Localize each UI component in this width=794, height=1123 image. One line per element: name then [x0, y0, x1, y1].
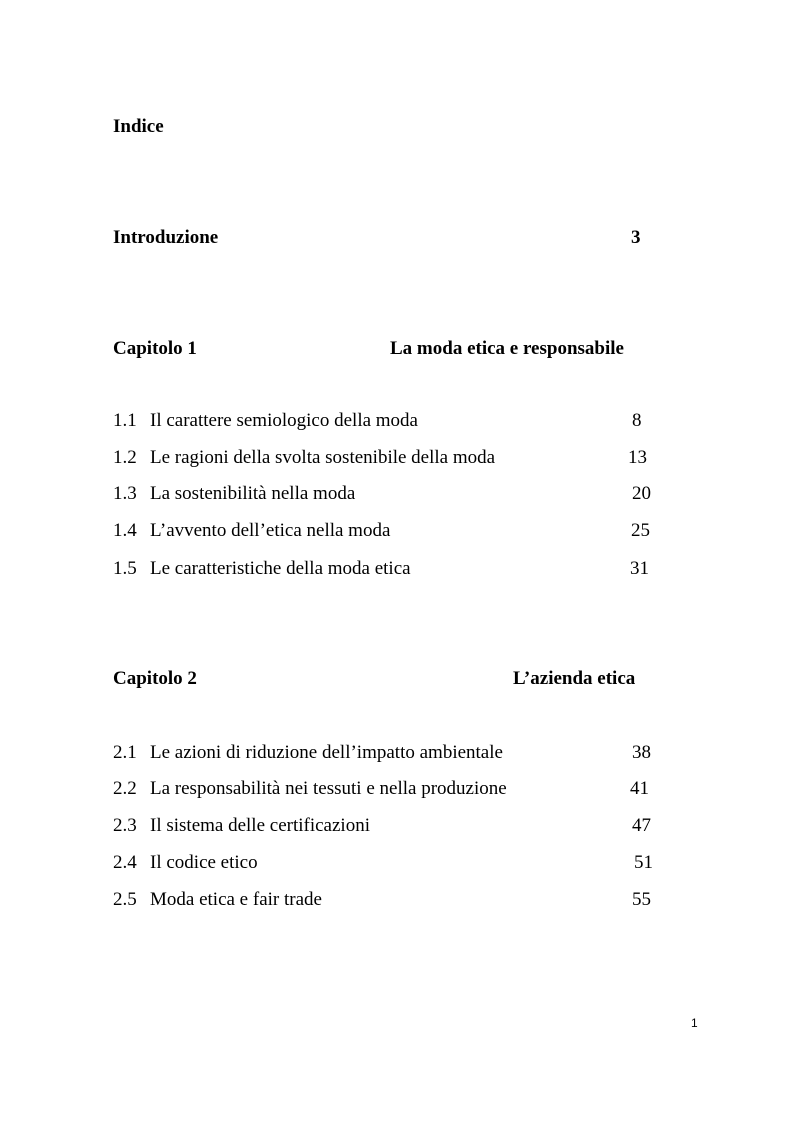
- toc-entry-page: 8: [632, 410, 642, 431]
- toc-entry-title[interactable]: La responsabilità nei tessuti e nella produzione: [150, 778, 507, 799]
- toc-entry-number: 2.5: [113, 889, 137, 910]
- toc-entry-number: 2.3: [113, 815, 137, 836]
- toc-entry-page: 41: [630, 778, 649, 799]
- toc-entry-page: 47: [632, 815, 651, 836]
- toc-entry-page: 25: [631, 520, 650, 541]
- toc-entry-number: 1.1: [113, 410, 137, 431]
- toc-entry-title[interactable]: Le ragioni della svolta sostenibile della moda: [150, 447, 496, 468]
- page-number: 1: [691, 1016, 698, 1030]
- toc-entry-title[interactable]: Le caratteristiche della moda etica: [150, 558, 411, 579]
- toc-entry-number: 1.4: [113, 520, 137, 541]
- toc-entry-number: 2.4: [113, 852, 137, 873]
- toc-entry-page: 51: [634, 852, 653, 873]
- toc-entry-title[interactable]: Il carattere semiologico della moda: [150, 410, 418, 431]
- toc-entry-title[interactable]: Il sistema delle certificazioni: [150, 815, 370, 836]
- toc-intro-label[interactable]: Introduzione: [113, 227, 219, 248]
- toc-entry-title[interactable]: L’avvento dell’etica nella moda: [150, 520, 391, 541]
- toc-entry-title[interactable]: Il codice etico: [150, 852, 258, 873]
- toc-entry-number: 2.1: [113, 742, 137, 763]
- toc-entry-title[interactable]: Moda etica e fair trade: [150, 889, 322, 910]
- chapter-1-heading[interactable]: Capitolo 1: [113, 338, 197, 359]
- toc-entry-number: 2.2: [113, 778, 137, 799]
- chapter-2-heading[interactable]: Capitolo 2: [113, 668, 197, 689]
- toc-entry-title[interactable]: Le azioni di riduzione dell’impatto ambientale: [150, 742, 503, 763]
- toc-entry-number: 1.5: [113, 558, 137, 579]
- toc-intro-page: 3: [631, 227, 641, 248]
- toc-entry-page: 55: [632, 889, 651, 910]
- toc-entry-page: 38: [632, 742, 651, 763]
- toc-entry-page: 20: [632, 483, 651, 504]
- toc-entry-number: 1.3: [113, 483, 137, 504]
- chapter-2-title[interactable]: L’azienda etica: [513, 668, 636, 689]
- chapter-1-title[interactable]: La moda etica e responsabile: [390, 338, 624, 359]
- toc-entry-page: 13: [628, 447, 647, 468]
- toc-entry-page: 31: [630, 558, 649, 579]
- index-title: Indice: [113, 116, 164, 137]
- toc-entry-number: 1.2: [113, 447, 137, 468]
- toc-entry-title[interactable]: La sostenibilità nella moda: [150, 483, 356, 504]
